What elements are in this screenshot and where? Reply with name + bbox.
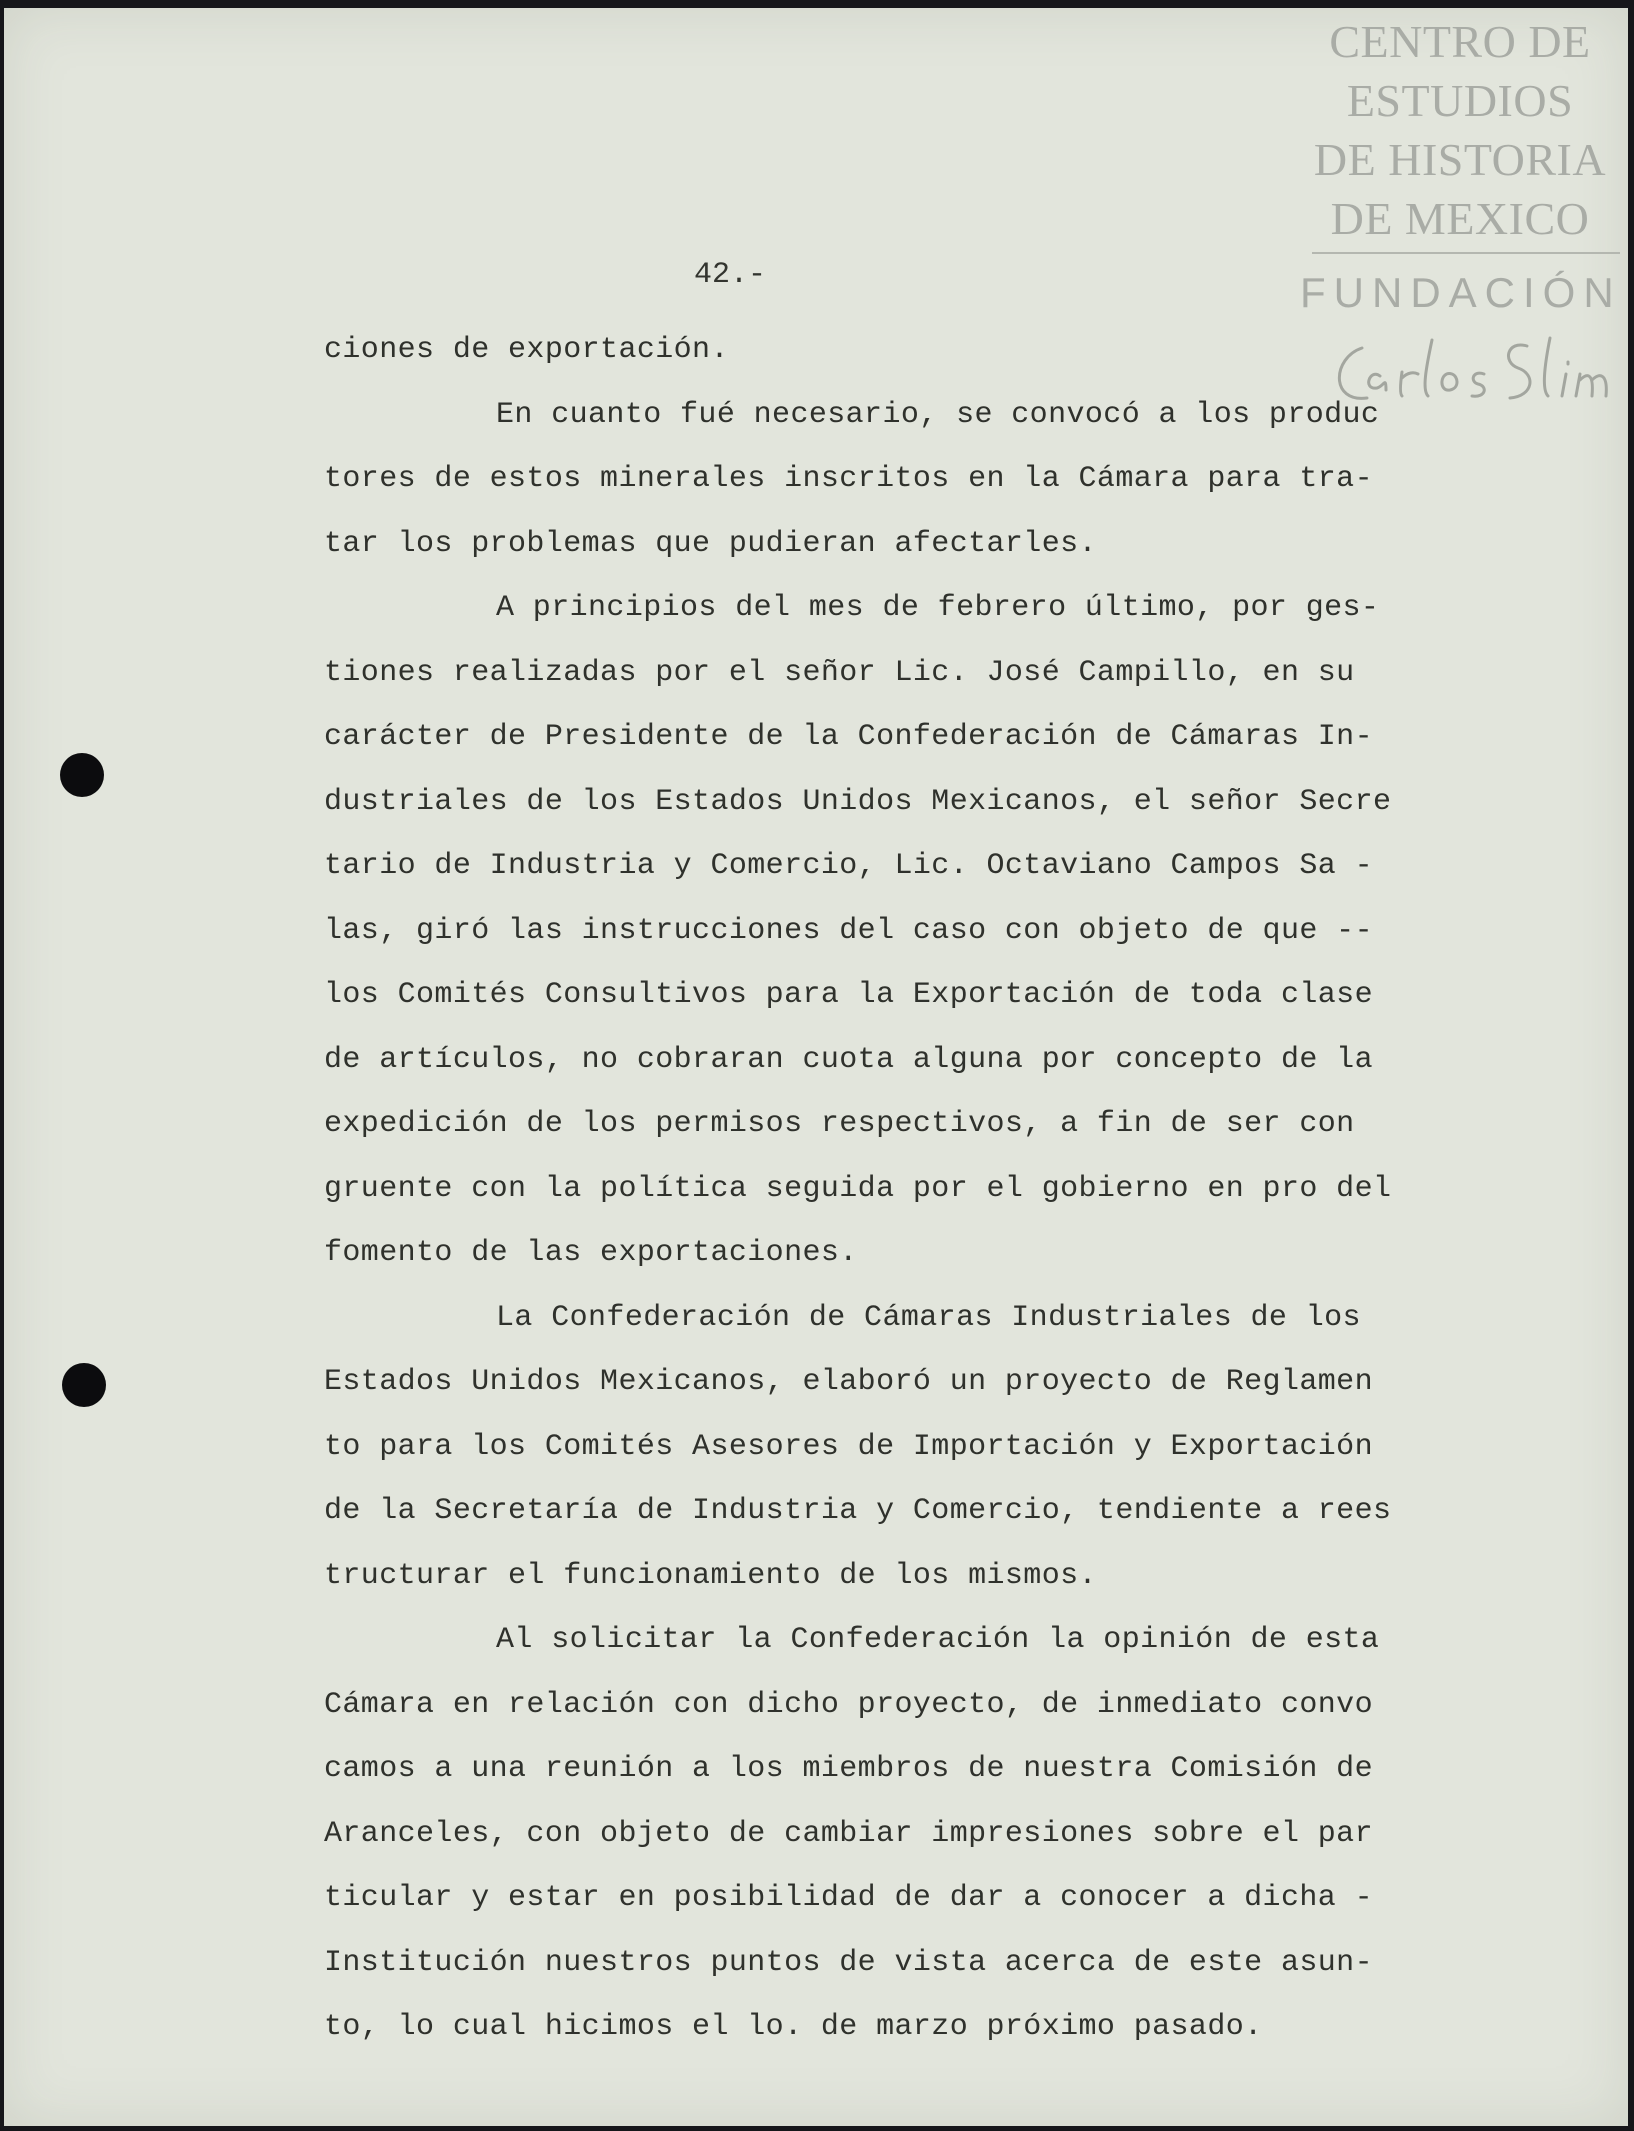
text-line: las, giró las instrucciones del caso con objeto de que --	[324, 913, 1373, 948]
watermark-line: DE MEXICO	[1330, 193, 1590, 244]
text-line: tiones realizadas por el señor Lic. José Campillo, en su	[324, 655, 1355, 690]
paragraph-start-line: En cuanto fué necesario, se convocó a los produc	[496, 397, 1380, 432]
text-line: tario de Industria y Comercio, Lic. Octaviano Campos Sa -	[324, 849, 1373, 883]
text-line: ticular y estar en posibilidad de dar a conocer a dicha -	[324, 1881, 1373, 1915]
punch-hole	[60, 753, 104, 797]
text-line: fomento de las exportaciones.	[324, 1236, 858, 1270]
paragraph-start-line: Al solicitar la Confederación la opinión de esta	[496, 1623, 1380, 1657]
watermark-line: ESTUDIOS	[1346, 75, 1574, 126]
watermark-divider	[1312, 252, 1620, 254]
paper-sheet	[4, 8, 1628, 2126]
text-line: de artículos, no cobraran cuota alguna por concepto de la	[324, 1042, 1373, 1077]
text-line: tructurar el funcionamiento de los mismos.	[324, 1558, 1097, 1593]
typewritten-body	[324, 318, 1454, 2060]
archive-watermark	[1300, 12, 1620, 318]
text-line: gruente con la política seguida por el gobierno en pro del	[324, 1171, 1392, 1206]
watermark-line: CENTRO DE	[1329, 16, 1591, 67]
watermark-foundation: FUNDACIÓN	[1300, 269, 1622, 316]
watermark-line: DE HISTORIA	[1313, 134, 1607, 185]
text-line: camos a una reunión a los miembros de nuestra Comisión de	[324, 1752, 1373, 1786]
text-line: tar los problemas que pudieran afectarles.	[324, 526, 1097, 561]
text-line: to, lo cual hicimos el lo. de marzo próximo pasado.	[324, 2010, 1263, 2044]
text-line: los Comités Consultivos para la Exportación de toda clase	[324, 978, 1373, 1012]
text-line: Aranceles, con objeto de cambiar impresiones sobre el par	[324, 1816, 1373, 1851]
punch-hole	[62, 1363, 106, 1407]
text-line: dustriales de los Estados Unidos Mexicanos, el señor Secre	[324, 784, 1392, 819]
text-line: de la Secretaría de Industria y Comercio, tendiente a rees	[324, 1494, 1392, 1528]
paragraph-start-line: La Confederación de Cámaras Industriales de los	[496, 1300, 1361, 1335]
text-line: tores de estos minerales inscritos en la Cámara para tra-	[324, 462, 1373, 496]
text-line: ciones de exportación.	[324, 333, 729, 367]
text-line: Cámara en relación con dicho proyecto, de inmediato convo	[324, 1687, 1373, 1722]
paragraph-start-line: A principios del mes de febrero último, por ges-	[496, 591, 1380, 625]
text-line: carácter de Presidente de la Confederación de Cámaras In-	[324, 720, 1373, 754]
text-line: to para los Comités Asesores de Importación y Exportación	[324, 1429, 1373, 1464]
text-line: Institución nuestros puntos de vista acerca de este asun-	[324, 1945, 1373, 1980]
page-number: 42.-	[694, 258, 767, 292]
text-line: Estados Unidos Mexicanos, elaboró un proyecto de Reglamen	[324, 1365, 1373, 1399]
text-line: expedición de los permisos respectivos, a fin de ser con	[324, 1107, 1355, 1141]
